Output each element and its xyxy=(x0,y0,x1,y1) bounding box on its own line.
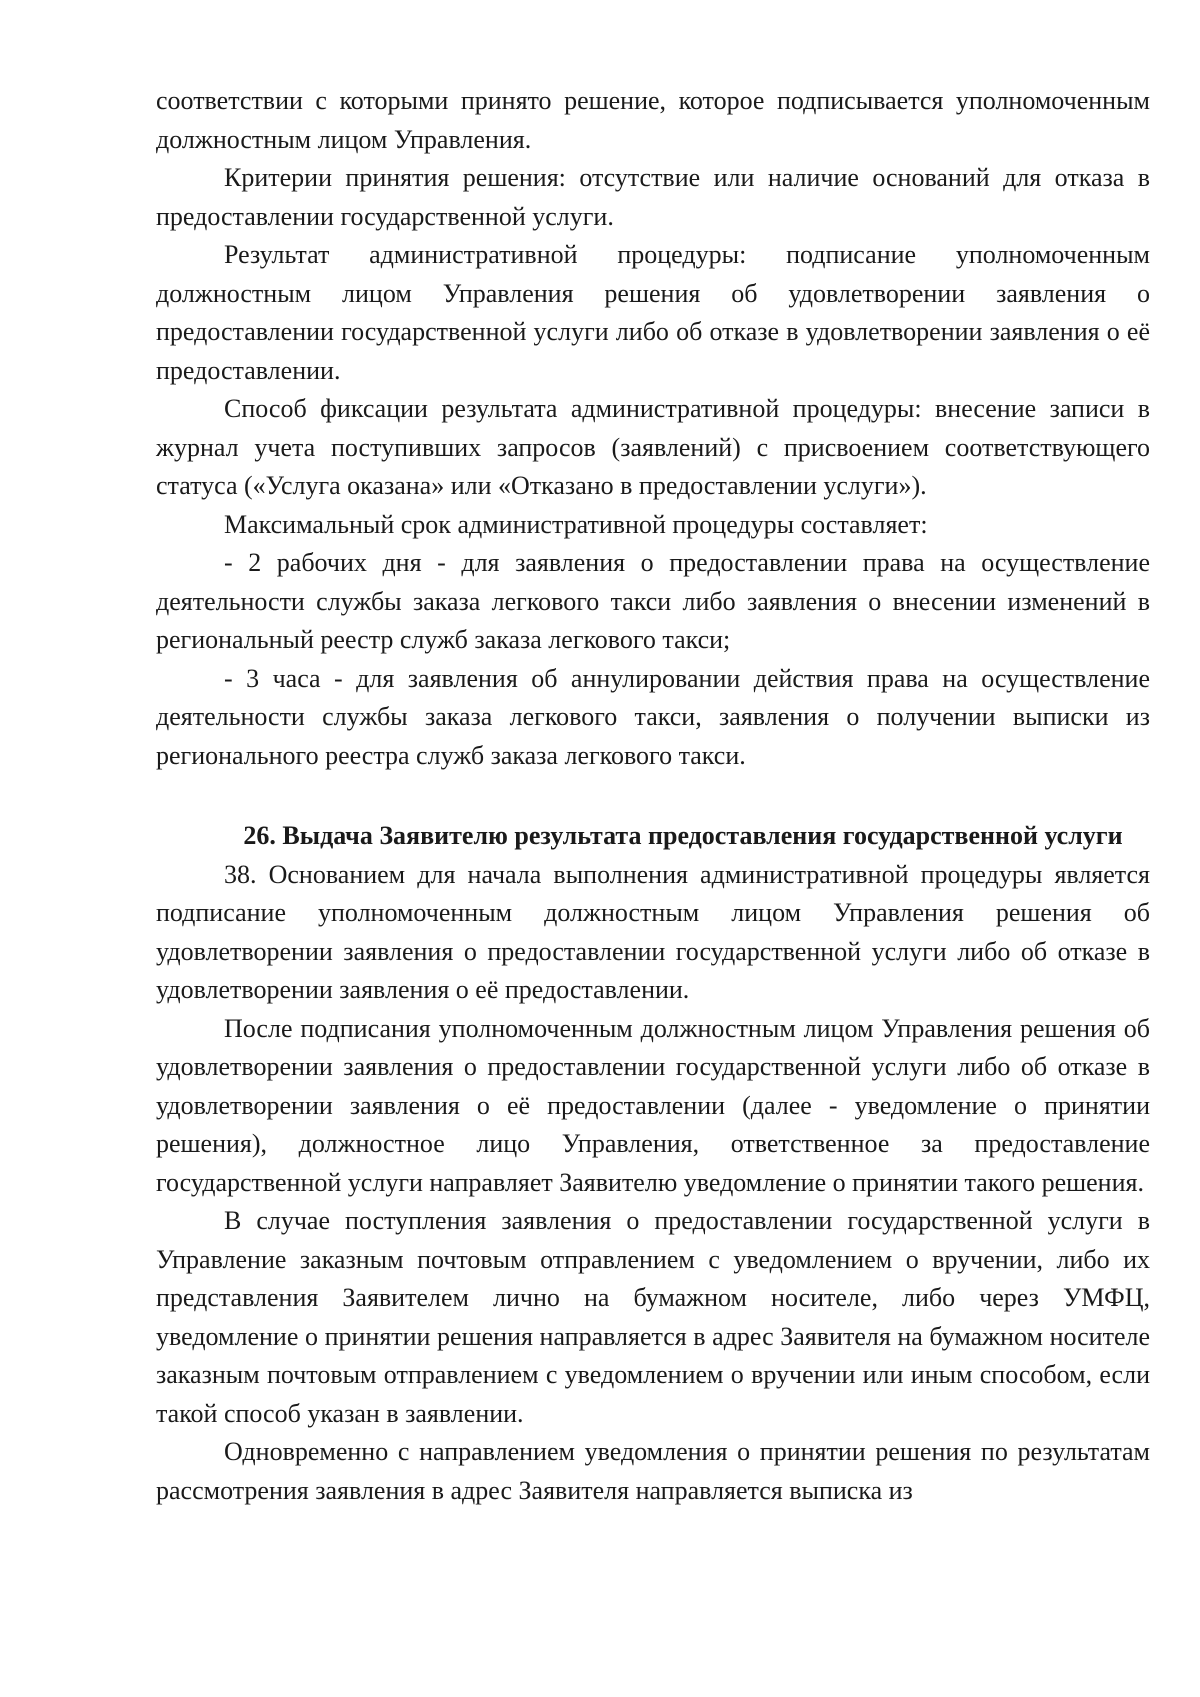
paragraph: 38. Основанием для начала выполнения административной процедуры является подписание уполномоченным должностным лицом Управления решения об удовлетворении заявления о предоставлении государственной услуги либо об отказе в удовлетворении заявления о её предоставлении. xyxy=(156,859,1150,1004)
paragraph: Способ фиксации результата административной процедуры: внесение записи в журнал учета поступивших запросов (заявлений) с присвоением соответствующего статуса («Услуга оказана» или «Отказано в предоставлении услуги»). xyxy=(156,394,1150,500)
list-item: - 3 часа - для заявления об аннулировании действия права на осуществление деятельности службы заказа легкового такси, заявления о получении выписки из регионального реестра служб заказа легкового такси. xyxy=(156,663,1150,770)
list-item: - 2 рабочих дня - для заявления о предоставлении права на осуществление деятельности службы заказа легкового такси либо заявления о внесении изменений в региональный реестр служб заказа легкового такси; xyxy=(156,548,1150,654)
section-heading: 26. Выдача Заявителю результата предоставления государственной услуги xyxy=(243,821,1123,850)
paragraph: После подписания уполномоченным должностным лицом Управления решения об удовлетворении заявления о предоставлении государственной услуги либо об отказе в удовлетворении заявления о её предоставлении (далее - уведомление о принятии решения), должностное лицо Управления, ответственное за предоставление государственной услуги направляет Заявителю уведомление о принятии такого решения. xyxy=(156,1013,1150,1197)
paragraph: Одновременно с направлением уведомления о принятии решения по результатам рассмотрения заявления в адрес Заявителя направляется выписка из xyxy=(156,1437,1150,1505)
paragraph: Максимальный срок административной процедуры составляет: xyxy=(224,509,928,539)
paragraph: Результат административной процедуры: подписание уполномоченным должностным лицом Управления решения об удовлетворении заявления о предоставлении государственной услуги либо об отказе в удовлетворении заявления о её предоставлении. xyxy=(156,240,1150,385)
document-body xyxy=(156,82,1150,1510)
paragraph: В случае поступления заявления о предоставлении государственной услуги в Управление заказным почтовым отправлением с уведомлением о вручении, либо их представления Заявителем лично на бумажном носителе, либо через УМФЦ, уведомление о принятии решения направляется в адрес Заявителя на бумажном носителе заказным почтовым отправлением с уведомлением о вручении или иным способом, если такой способ указан в заявлении. xyxy=(156,1206,1150,1428)
paragraph: Критерии принятия решения: отсутствие или наличие оснований для отказа в предоставлении государственной услуги. xyxy=(156,163,1150,231)
paragraph: соответствии с которыми принято решение, которое подписывается уполномоченным должностным лицом Управления. xyxy=(156,86,1150,154)
